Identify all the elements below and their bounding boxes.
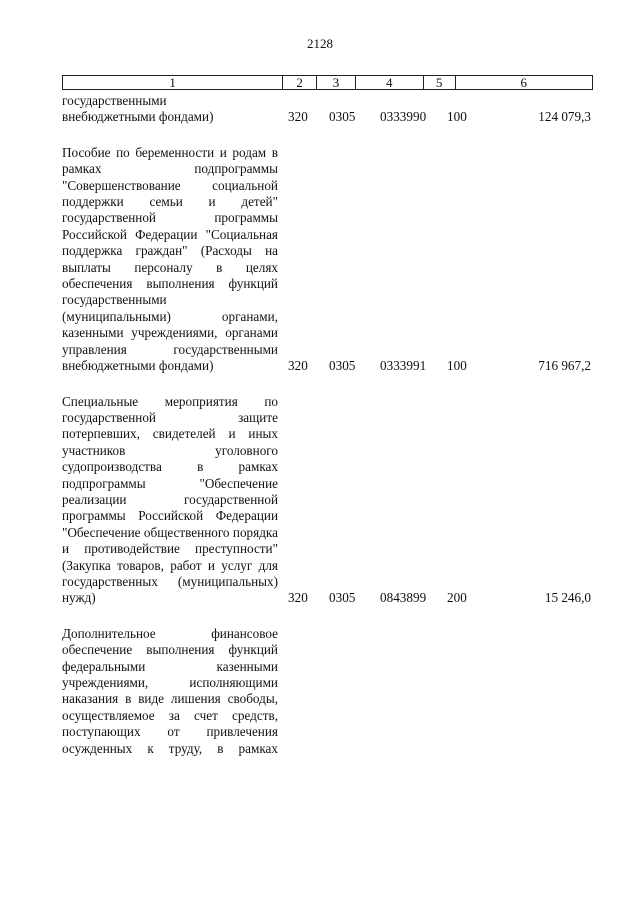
row-amount: 15 246,0 [544, 590, 591, 606]
row-target: 0843899 [380, 590, 427, 606]
table-header [62, 75, 593, 90]
table-body [62, 93, 593, 776]
row-section: 0305 [329, 590, 356, 606]
row-description: Специальные мероприятия по государственной защите потерпевших, свидетелей и иных участников уголовного судопроизводства в рамках подпрограммы "Обеспечение реализации государственной программы Российской Федерации "Обеспечение общественного порядка и противодействие преступности" (Закупка товаров, работ и услуг для государственных (муниципальных) нужд) [62, 393, 278, 606]
table-row [62, 626, 593, 757]
row-expense-type: 200 [447, 590, 467, 606]
header-col-1: 1 [63, 76, 283, 89]
table-row [62, 394, 593, 607]
row-amount: 716 967,2 [538, 358, 591, 374]
row-section: 0305 [329, 109, 356, 125]
row-expense-type: 100 [447, 109, 467, 125]
row-code: 320 [288, 590, 308, 606]
table-row [62, 93, 593, 126]
header-col-5: 5 [424, 76, 456, 89]
row-description: Дополнительное финансовое обеспечение выполнения функций федеральными казенными учреждениями, исполняющими наказания в виде лишения свободы, осуществляемое за счет средств, поступающих от привлечения осужденных к труду, в рамках [62, 625, 278, 756]
row-section: 0305 [329, 358, 356, 374]
row-code: 320 [288, 109, 308, 125]
header-col-3: 3 [317, 76, 356, 89]
row-amount: 124 079,3 [538, 109, 591, 125]
row-description: государственными внебюджетными фондами) [62, 93, 214, 125]
row-code: 320 [288, 358, 308, 374]
row-target: 0333990 [380, 109, 427, 125]
row-expense-type: 100 [447, 358, 467, 374]
header-col-6: 6 [520, 75, 527, 90]
header-col-4: 4 [356, 76, 424, 89]
row-description: Пособие по беременности и родам в рамках подпрограммы "Совершенствование социальной поддержки семьи и детей" государственной программы Российской Федерации "Социальная поддержка граждан" (Расходы на выплаты персоналу в целях обеспечения выполнения функций государственными (муниципальными) органами, казенными учреждениями, органами управления государственными внебюджетными фондами) [62, 144, 278, 374]
header-col-2: 2 [283, 76, 317, 89]
row-target: 0333991 [380, 358, 427, 374]
table-row [62, 145, 593, 375]
page-number: 2128 [307, 36, 333, 51]
